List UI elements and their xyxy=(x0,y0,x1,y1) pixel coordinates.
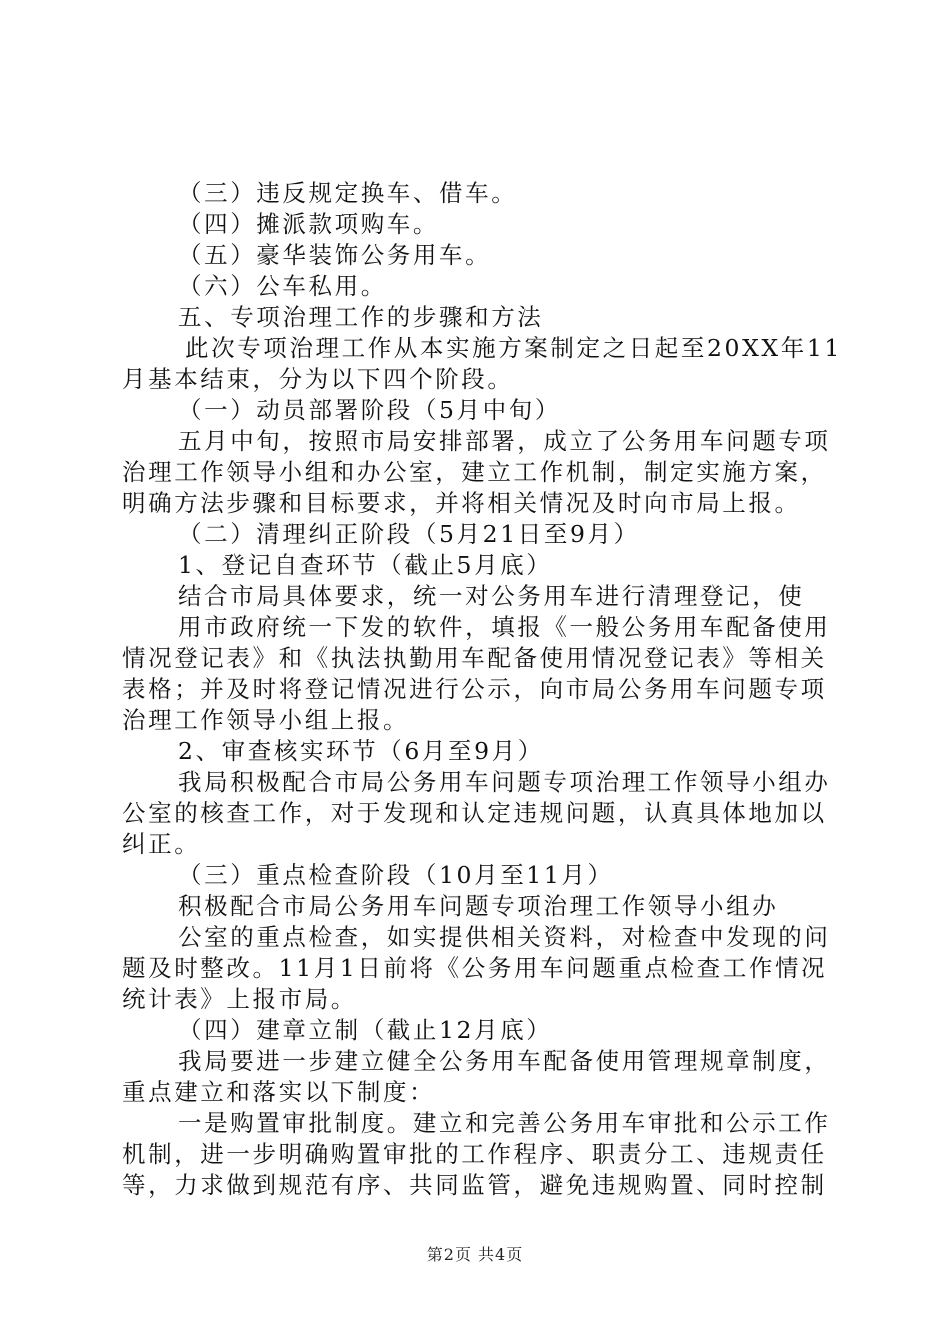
text-line: （五）豪华装饰公务用车。 xyxy=(178,241,492,269)
text-line: 治理工作领导小组和办公室，建立工作机制，制定实施方案， xyxy=(122,458,827,486)
subheading: （一）动员部署阶段（5月中旬） xyxy=(178,396,561,424)
text-line: 五月中旬，按照市局安排部署，成立了公务用车问题专项 xyxy=(178,427,831,455)
text-line: 表格；并及时将登记情况进行公示，向市局公务用车问题专项 xyxy=(122,675,827,703)
text-line: 我局要进一步建立健全公务用车配备使用管理规章制度， xyxy=(178,1047,831,1075)
text-line: 明确方法步骤和目标要求，并将相关情况及时向市局上报。 xyxy=(122,489,801,517)
subheading: （二）清理纠正阶段（5月21日至9月） xyxy=(178,520,640,548)
text-line: 题及时整改。11月1日前将《公务用车问题重点检查工作情况 xyxy=(122,954,828,982)
section-heading: 五、专项治理工作的步骤和方法 xyxy=(178,303,544,331)
page-footer: 第2页 共4页 xyxy=(426,1245,524,1264)
subheading: 1、登记自查环节（截止5月底） xyxy=(178,551,553,579)
text-line: 统计表》上报市局。 xyxy=(122,985,357,1013)
text-line: 用市政府统一下发的软件，填报《一般公务用车配备使用 xyxy=(178,613,831,641)
subheading: 2、审查核实环节（6月至9月） xyxy=(178,737,544,765)
text-line: （四）摊派款项购车。 xyxy=(178,210,439,238)
text-line: （三）违反规定换车、借车。 xyxy=(178,179,518,207)
text-line: 积极配合市局公务用车问题专项治理工作领导小组办 xyxy=(178,892,779,920)
text-line: 治理工作领导小组上报。 xyxy=(122,706,410,734)
text-line: 一是购置审批制度。建立和完善公务用车审批和公示工作 xyxy=(178,1109,831,1137)
text-line: （六）公车私用。 xyxy=(178,272,387,300)
text-line: 公室的核查工作，对于发现和认定违规问题，认真具体地加以 xyxy=(122,799,827,827)
text-line: 公室的重点检查，如实提供相关资料，对检查中发现的问 xyxy=(178,923,831,951)
text-line: 机制，进一步明确购置审批的工作程序、职责分工、违规责任 xyxy=(122,1140,827,1168)
text-line: 我局积极配合市局公务用车问题专项治理工作领导小组办 xyxy=(178,768,831,796)
text-line: 等，力求做到规范有序、共同监管，避免违规购置、同时控制 xyxy=(122,1171,827,1199)
text-line: 重点建立和落实以下制度： xyxy=(122,1078,436,1106)
text-line: 月基本结束，分为以下四个阶段。 xyxy=(122,365,514,393)
subheading: （三）重点检查阶段（10月至11月） xyxy=(178,861,614,889)
text-line: 结合市局具体要求，统一对公务用车进行清理登记，使 xyxy=(178,582,805,610)
text-line: 情况登记表》和《执法执勤用车配备使用情况登记表》等相关 xyxy=(122,644,827,672)
subheading: （四）建章立制（截止12月底） xyxy=(178,1016,553,1044)
text-line: 此次专项治理工作从本实施方案制定之日起至20XX年11 xyxy=(185,334,842,362)
text-line: 纠正。 xyxy=(122,830,201,858)
